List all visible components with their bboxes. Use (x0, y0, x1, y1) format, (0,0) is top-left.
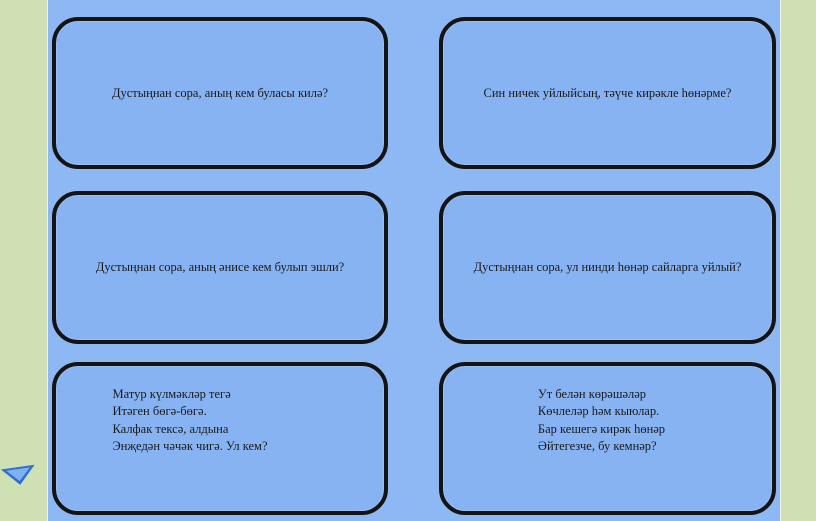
question-text-4: Дустыңнан сора, ул нинди һөнәр сайларга уйлый? (473, 260, 742, 275)
riddle-line: Бар кешегә кирәк һөнәр (537, 421, 666, 436)
question-card-4 (439, 191, 776, 344)
riddle-poem-2 (538, 386, 665, 455)
riddle-line: Ут белән көрәшәләр (537, 387, 647, 401)
riddle-poem-1 (112, 386, 267, 455)
left-margin (0, 0, 47, 521)
question-text-3: Дустыңнан сора, аның әнисе кем булып эшли? (95, 260, 345, 275)
riddle-line: Көчлеләр һәм кыюлар. (537, 404, 660, 419)
riddle-line: Энҗедән чәчәк чигә. Ул кем? (112, 438, 268, 453)
right-margin (781, 0, 816, 521)
riddle-line: Әйтегезче, бу кемнәр? (537, 438, 657, 453)
riddle-card-1 (52, 362, 388, 515)
riddle-line: Итәген бөгә-бөгә. (112, 404, 207, 419)
riddle-line: Калфак тексә, алдына (112, 421, 229, 436)
question-card-1 (52, 17, 388, 169)
question-card-3 (52, 191, 388, 344)
question-text-2: Син ничек уйлыйсың, тәүче кирәкле һөнәрме? (483, 85, 732, 100)
riddle-card-2 (439, 362, 776, 515)
riddle-line: Матур күлмәкләр тегә (112, 387, 231, 401)
question-text-1: Дустыңнан сора, аның кем буласы килә? (111, 85, 329, 100)
question-card-2 (439, 17, 776, 169)
slide (47, 0, 781, 521)
